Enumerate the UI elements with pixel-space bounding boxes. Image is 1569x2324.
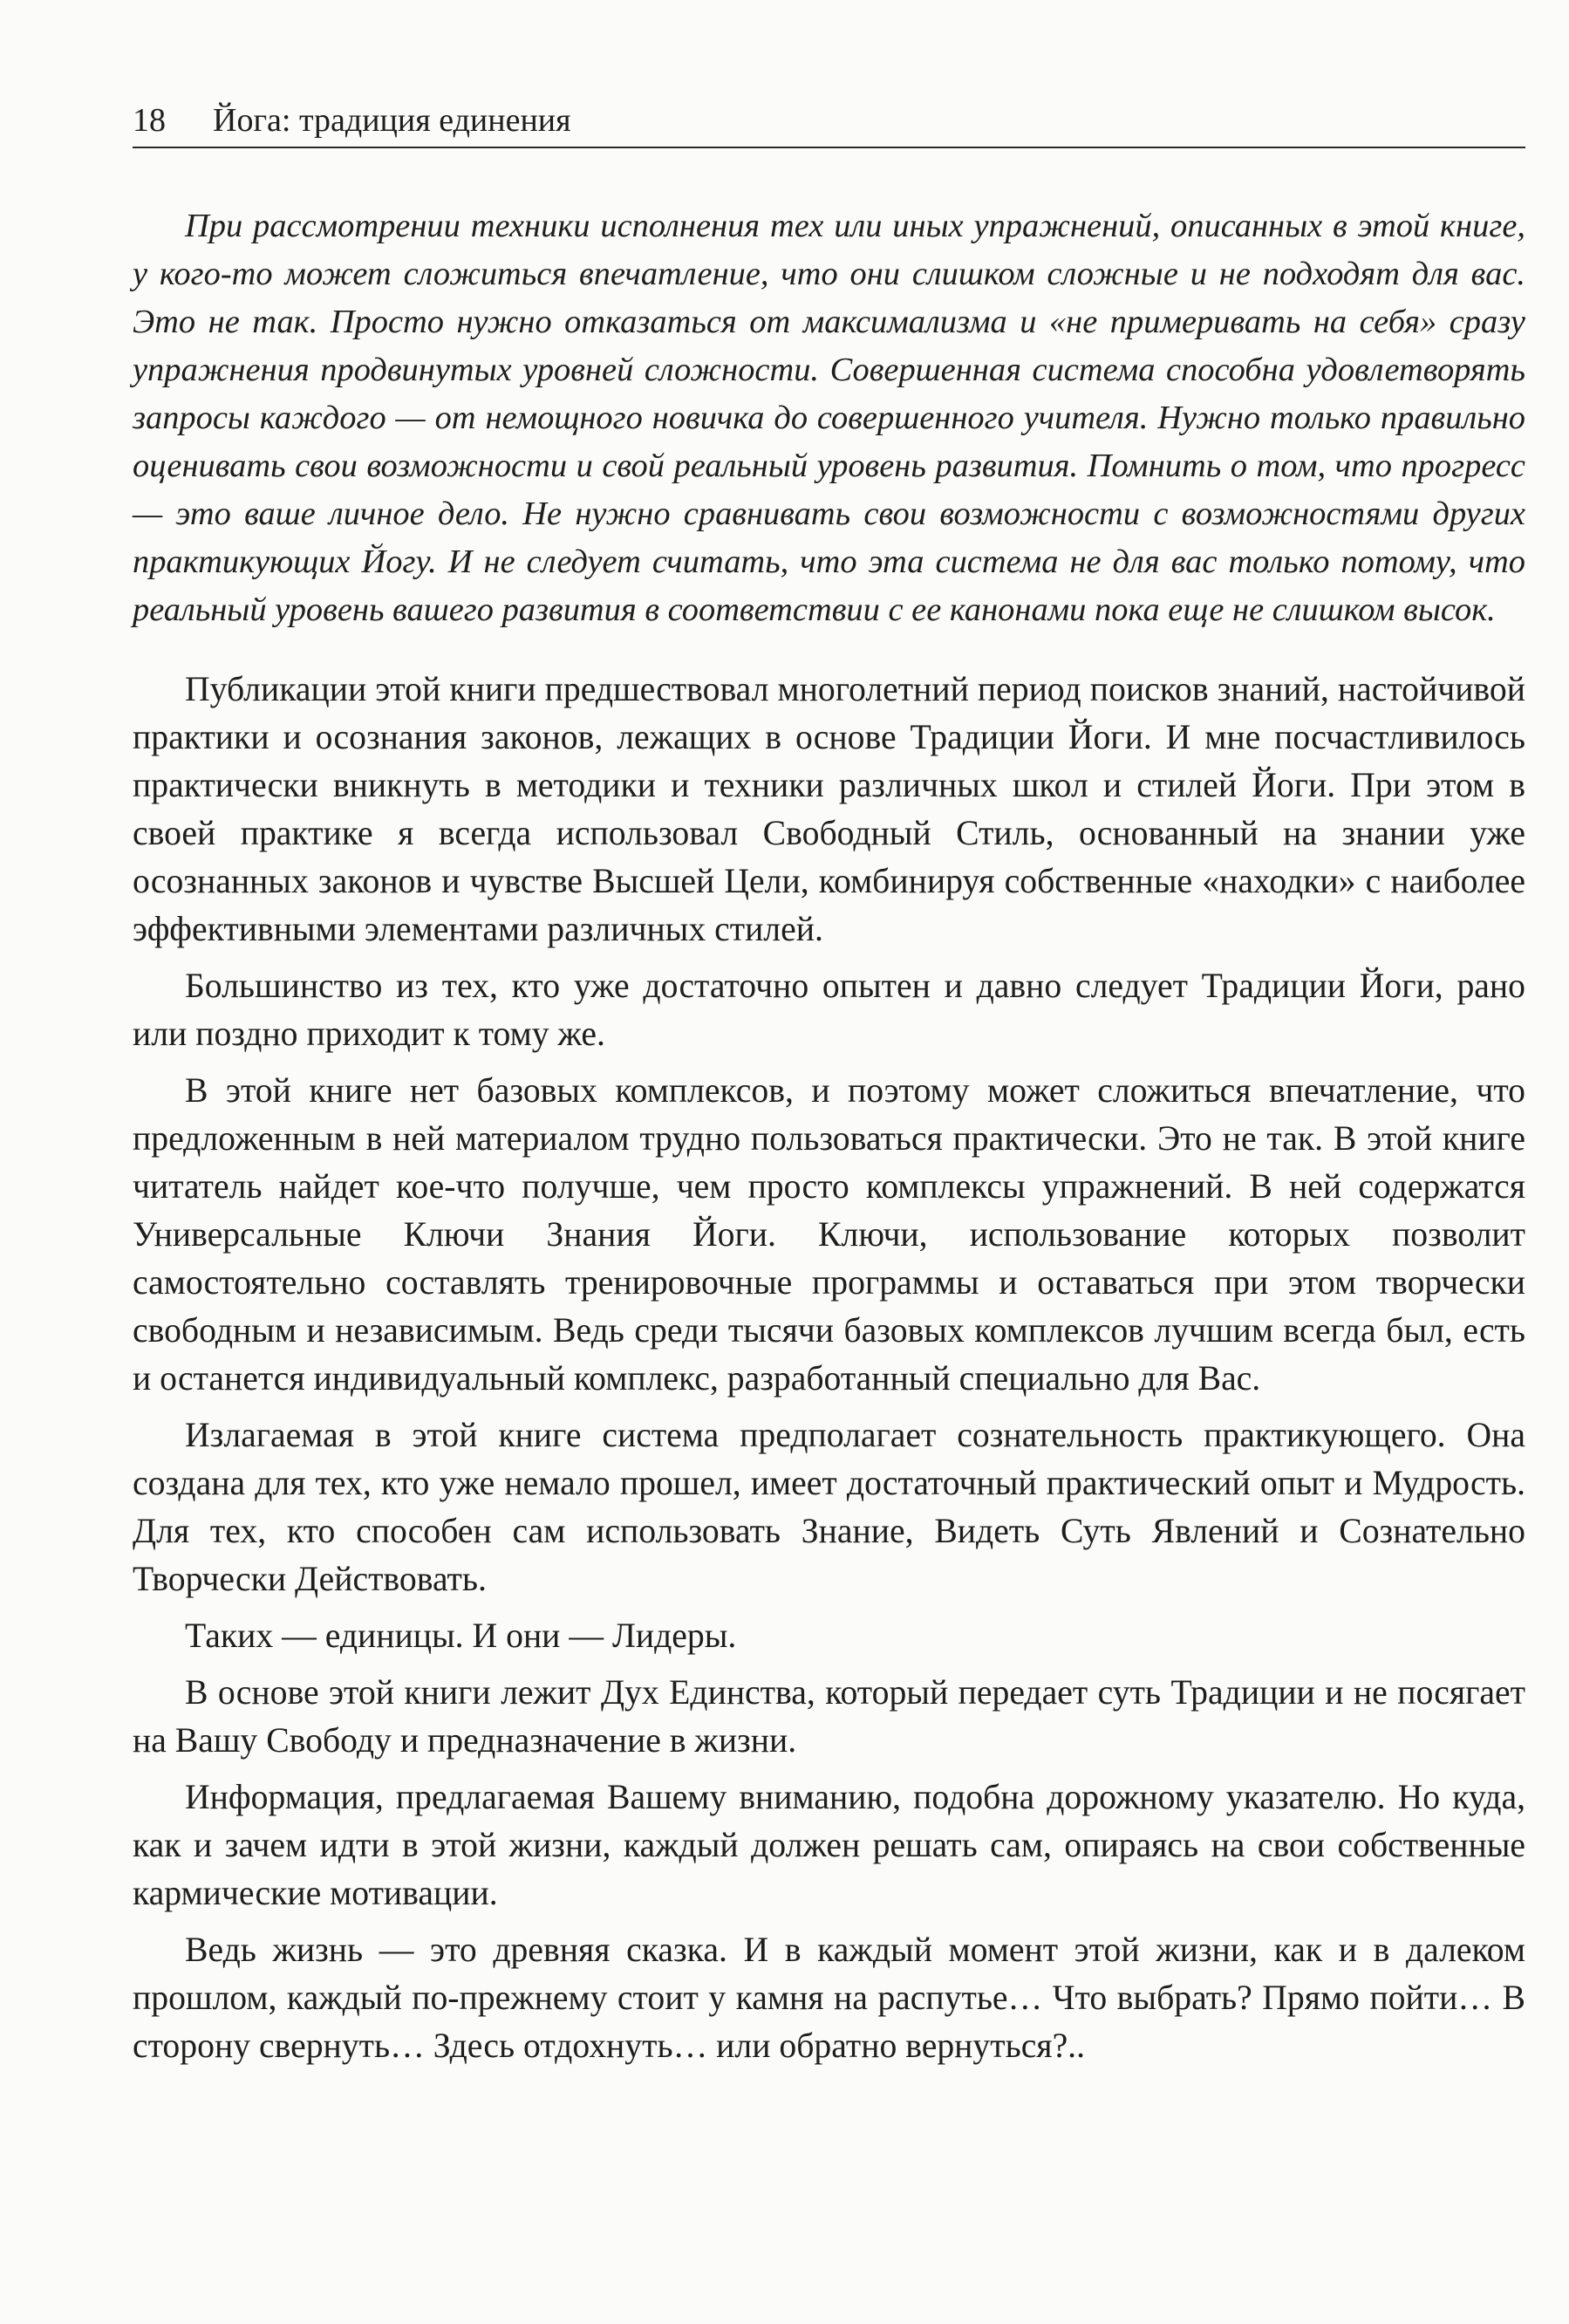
body-paragraph: Таких — единицы. И они — Лидеры. bbox=[185, 1617, 737, 1655]
header-rule bbox=[133, 147, 1525, 148]
body-paragraph: Большинство из тех, кто уже достаточно опытен и давно следует Традиции Йоги, рано или поздно приходит к тому же. bbox=[133, 967, 1525, 1053]
body-paragraph: Информация, предлагаемая Вашему вниманию, подобна дорожному указателю. Но куда, как и зачем идти в этой жизни, каждый должен решать сам, опираясь на свои собственные кармические мотивации. bbox=[133, 1778, 1525, 1912]
page-number: 18 bbox=[133, 102, 166, 139]
italic-intro-paragraph: При рассмотрении техники исполнения тех или иных упражнений, описанных в этой книге, у кого-то может сложиться впечатление, что они слишком сложные и не подходят для вас. Это не так. Просто нужно отказаться от максимализма и «не примеривать на себя» сразу упражнения продвинутых уровней сложности. Совершенная система способна удовлетворять запросы каждого — от немощного новичка до совершенного учителя. Нужно только правильно оценивать свои возможности и свой реальный уровень развития. Помнить о том, что прогресс — это ваше личное дело. Не нужно сравнивать свои возможности с возможностями других практикующих Йогу. И не следует считать, что эта система не для вас только потому, что реальный уровень вашего развития в соответствии с ее канонами пока еще не слишком высок. bbox=[133, 208, 1525, 628]
body-paragraph: Публикации этой книги предшествовал многолетний период поисков знаний, настойчивой практики и осознания законов, лежащих в основе Традиции Йоги. И мне посчастливилось практически вникнуть в методики и техники различных школ и стилей Йоги. При этом в своей практике я всегда использовал Свободный Стиль, основанный на знании уже осознанных законов и чувстве Высшей Цели, комбинируя собственные «находки» с наиболее эффективными элементами различных стилей. bbox=[133, 670, 1525, 948]
body-paragraph: В этой книге нет базовых комплексов, и поэтому может сложиться впечатление, что предложенным в ней материалом трудно пользоваться практически. Это не так. В этой книге читатель найдет кое-что получше, чем просто комплексы упражнений. В ней содержатся Универсальные Ключи Знания Йоги. Ключи, использование которых позволит самостоятельно составлять тренировочные программы и оставаться при этом творчески свободным и независимым. Ведь среди тысячи базовых комплексов лучшим всегда был, есть и останется индивидуальный комплекс, разработанный специально для Вас. bbox=[133, 1071, 1525, 1398]
body-text bbox=[133, 202, 1525, 2079]
running-title: Йога: традиция единения bbox=[213, 102, 571, 139]
body-paragraph: Ведь жизнь — это древняя сказка. И в каждый момент этой жизни, как и в далеком прошлом, каждый по-прежнему стоит у камня на распутье… Что выбрать? Прямо пойти… В сторону свернуть… Здесь отдохнуть… или обратно вернуться?.. bbox=[133, 1931, 1525, 2065]
running-header bbox=[133, 94, 1528, 147]
body-paragraph: В основе этой книги лежит Дух Единства, который передает суть Традиции и не посягает на Вашу Свободу и предназначение в жизни. bbox=[133, 1673, 1525, 1760]
body-paragraph: Излагаемая в этой книге система предполагает сознательность практикующего. Она создана для тех, кто уже немало прошел, имеет достаточный практический опыт и Мудрость. Для тех, кто способен сам использовать Знание, Видеть Суть Явлений и Сознательно Творчески Действовать. bbox=[133, 1416, 1525, 1598]
